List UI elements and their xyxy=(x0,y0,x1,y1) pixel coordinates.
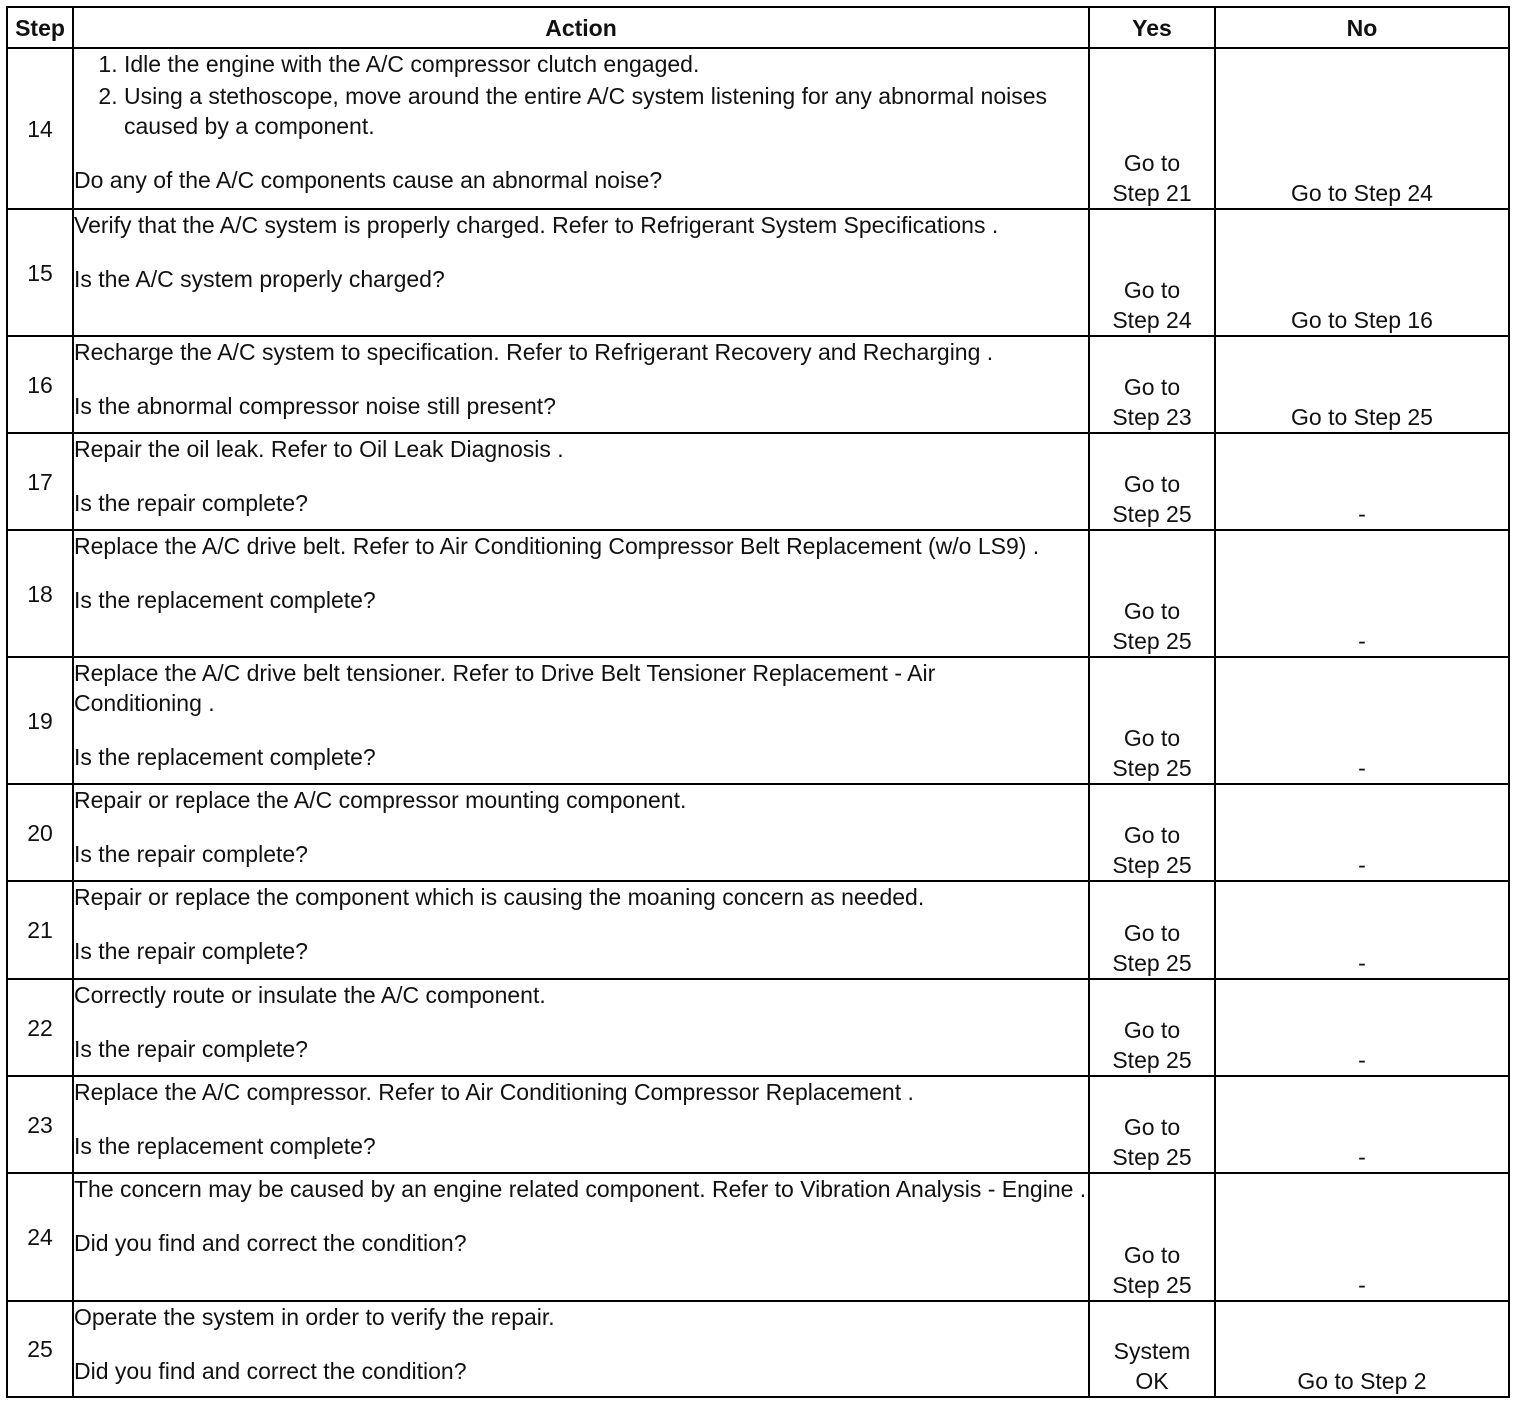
table-row xyxy=(7,979,1509,1076)
yes-line-1: Go to xyxy=(1123,598,1181,624)
table-row xyxy=(7,657,1509,784)
question-text: Is the replacement complete? xyxy=(74,744,376,770)
yes-line-1: Go to xyxy=(1123,471,1181,497)
no-cell: - xyxy=(1215,530,1509,657)
header-row xyxy=(7,7,1509,48)
action-cell xyxy=(73,530,1089,657)
step-number: 14 xyxy=(7,48,73,209)
yes-line-2: Step 25 xyxy=(1112,1047,1192,1073)
action-text: Correctly route or insulate the A/C component. xyxy=(74,982,546,1008)
no-cell: - xyxy=(1215,1076,1509,1173)
action-cell xyxy=(73,433,1089,530)
no-cell: Go to Step 24 xyxy=(1215,48,1509,209)
yes-line-2: OK xyxy=(1135,1368,1169,1394)
question-text: Did you find and correct the condition? xyxy=(74,1230,467,1256)
action-cell xyxy=(73,48,1089,209)
diagnostic-table xyxy=(6,6,1510,1398)
action-text: Replace the A/C drive belt tensioner. Refer to Drive Belt Tensioner Replacement - Air Conditioning . xyxy=(74,660,936,716)
no-cell: - xyxy=(1215,1173,1509,1301)
no-cell: - xyxy=(1215,881,1509,979)
yes-cell xyxy=(1089,1076,1215,1173)
action-text: Recharge the A/C system to specification. Refer to Refrigerant Recovery and Recharging . xyxy=(74,339,994,365)
yes-line-1: Go to xyxy=(1123,920,1181,946)
question-text: Is the replacement complete? xyxy=(74,1133,376,1159)
yes-line-1: Go to xyxy=(1123,374,1181,400)
diagnostic-table-page xyxy=(6,6,1508,1398)
action-cell xyxy=(73,784,1089,881)
yes-line-1: Go to xyxy=(1123,822,1181,848)
yes-line-1: Go to xyxy=(1123,150,1181,176)
table-row xyxy=(7,336,1509,433)
table-row xyxy=(7,433,1509,530)
question-text: Do any of the A/C components cause an abnormal noise? xyxy=(74,167,663,193)
yes-line-2: Step 25 xyxy=(1112,950,1192,976)
yes-line-2: Step 21 xyxy=(1112,180,1192,206)
action-cell xyxy=(73,979,1089,1076)
step-number: 18 xyxy=(7,530,73,657)
no-cell: - xyxy=(1215,433,1509,530)
step-number: 15 xyxy=(7,209,73,336)
no-cell: Go to Step 2 xyxy=(1215,1301,1509,1397)
table-row xyxy=(7,881,1509,979)
yes-line-2: Step 25 xyxy=(1112,1144,1192,1170)
yes-line-1: System xyxy=(1113,1338,1191,1364)
question-text: Is the replacement complete? xyxy=(74,587,376,613)
no-cell: Go to Step 25 xyxy=(1215,336,1509,433)
action-cell xyxy=(73,881,1089,979)
action-text: Replace the A/C compressor. Refer to Air Conditioning Compressor Replacement . xyxy=(74,1079,914,1105)
step-number: 19 xyxy=(7,657,73,784)
action-steps-list xyxy=(74,49,1088,141)
step-number: 20 xyxy=(7,784,73,881)
header-step: Step xyxy=(7,7,73,48)
step-number: 17 xyxy=(7,433,73,530)
yes-cell xyxy=(1089,1173,1215,1301)
yes-cell xyxy=(1089,881,1215,979)
action-text: Operate the system in order to verify the repair. xyxy=(74,1304,555,1330)
question-text: Did you find and correct the condition? xyxy=(74,1358,467,1384)
yes-cell xyxy=(1089,1301,1215,1397)
step-number: 16 xyxy=(7,336,73,433)
question-text: Is the repair complete? xyxy=(74,938,308,964)
yes-cell xyxy=(1089,657,1215,784)
table-row xyxy=(7,209,1509,336)
no-cell: - xyxy=(1215,657,1509,784)
step-number: 24 xyxy=(7,1173,73,1301)
question-text: Is the A/C system properly charged? xyxy=(74,266,445,292)
yes-cell xyxy=(1089,336,1215,433)
action-cell xyxy=(73,1173,1089,1301)
yes-line-1: Go to xyxy=(1123,1242,1181,1268)
step-number: 23 xyxy=(7,1076,73,1173)
table-row xyxy=(7,530,1509,657)
action-text: Replace the A/C drive belt. Refer to Air Conditioning Compressor Belt Replacement (w/o LS9) . xyxy=(74,533,1040,559)
yes-line-2: Step 25 xyxy=(1112,628,1192,654)
yes-line-1: Go to xyxy=(1123,1017,1181,1043)
no-cell: Go to Step 16 xyxy=(1215,209,1509,336)
step-number: 25 xyxy=(7,1301,73,1397)
action-text: The concern may be caused by an engine related component. Refer to Vibration Analysis - Engine . xyxy=(74,1176,1087,1202)
yes-cell xyxy=(1089,530,1215,657)
action-text: Repair or replace the component which is causing the moaning concern as needed. xyxy=(74,884,925,910)
question-text: Is the repair complete? xyxy=(74,490,308,516)
action-text: Repair or replace the A/C compressor mounting component. xyxy=(74,787,687,813)
step-number: 22 xyxy=(7,979,73,1076)
yes-line-2: Step 25 xyxy=(1112,501,1192,527)
action-text: Verify that the A/C system is properly charged. Refer to Refrigerant System Specifications . xyxy=(74,212,999,238)
action-text: Repair the oil leak. Refer to Oil Leak Diagnosis . xyxy=(74,436,564,462)
list-item: 1. Idle the engine with the A/C compressor clutch engaged. xyxy=(124,49,1088,79)
table-row xyxy=(7,1173,1509,1301)
action-cell xyxy=(73,209,1089,336)
yes-line-1: Go to xyxy=(1123,277,1181,303)
yes-cell xyxy=(1089,784,1215,881)
yes-cell xyxy=(1089,433,1215,530)
header-yes: Yes xyxy=(1089,7,1215,48)
action-cell xyxy=(73,657,1089,784)
header-no: No xyxy=(1215,7,1509,48)
table-row xyxy=(7,784,1509,881)
header-action: Action xyxy=(73,7,1089,48)
yes-line-1: Go to xyxy=(1123,1114,1181,1140)
yes-line-2: Step 24 xyxy=(1112,307,1192,333)
yes-cell xyxy=(1089,48,1215,209)
yes-line-2: Step 25 xyxy=(1112,1272,1192,1298)
no-cell: - xyxy=(1215,784,1509,881)
question-text: Is the repair complete? xyxy=(74,841,308,867)
table-row xyxy=(7,1301,1509,1397)
yes-cell xyxy=(1089,979,1215,1076)
table-row xyxy=(7,48,1509,209)
question-text: Is the repair complete? xyxy=(74,1036,308,1062)
step-number: 21 xyxy=(7,881,73,979)
yes-cell xyxy=(1089,209,1215,336)
yes-line-2: Step 23 xyxy=(1112,404,1192,430)
no-cell: - xyxy=(1215,979,1509,1076)
question-text: Is the abnormal compressor noise still present? xyxy=(74,393,556,419)
list-item: 2. Using a stethoscope, move around the entire A/C system listening for any abnormal noises caused by a component. xyxy=(124,81,1088,141)
table-row xyxy=(7,1076,1509,1173)
yes-line-2: Step 25 xyxy=(1112,852,1192,878)
yes-line-2: Step 25 xyxy=(1112,755,1192,781)
action-cell xyxy=(73,336,1089,433)
yes-line-1: Go to xyxy=(1123,725,1181,751)
action-cell xyxy=(73,1301,1089,1397)
action-cell xyxy=(73,1076,1089,1173)
